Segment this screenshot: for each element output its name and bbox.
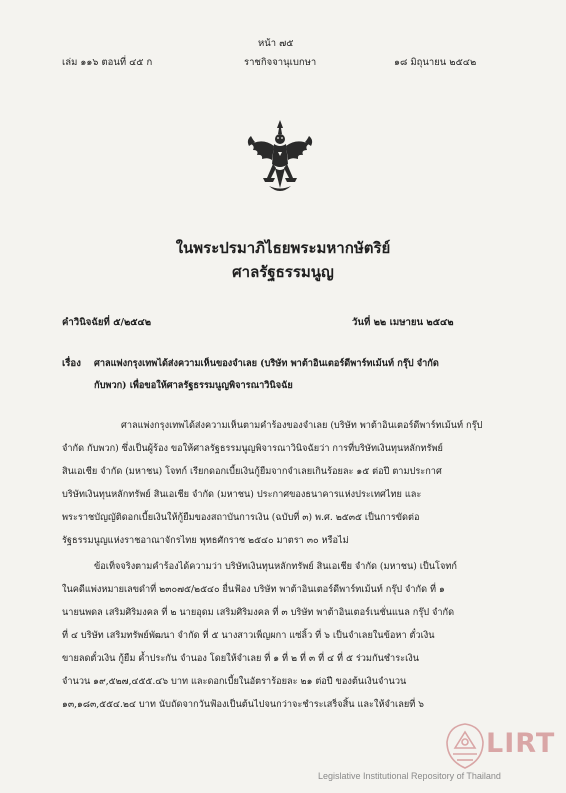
subject-line-2: กับพวก) เพื่อขอให้ศาลรัฐธรรมนูญพิจารณาวินิจฉัย [94,380,293,391]
paragraph-1-line: จำกัด กับพวก) ซึ่งเป็นผู้ร้อง ขอให้ศาลรัฐธรรมนูญพิจารณาวินิจฉัยว่า การที่บริษัทเงินทุนหลักทรัพย์ [62,443,443,454]
paragraph-2-line: ในคดีแพ่งหมายเลขดำที่ ๒๓๐๗๕/๒๕๔๐ ยื่นฟ้อง บริษัท พาต้าอินเตอร์ดีพาร์ทเม้นท์ กรุ๊ป จำกัด ที่ ๑ [62,584,445,595]
title-line-2: ศาลรัฐธรรมนูญ [232,263,334,281]
paragraph-2-line: ขายลดตั๋วเงิน กู้ยืม ค้ำประกัน จำนอง โดยให้จำเลย ที่ ๑ ที่ ๒ ที่ ๓ ที่ ๔ ที่ ๕ ร่วมกันชำระเงิน [62,653,419,664]
paragraph-1-line: ศาลแพ่งกรุงเทพได้ส่งความเห็นตามคำร้องของจำเลย (บริษัท พาต้าอินเตอร์ดีพาร์ทเม้นท์ กรุ๊ป [121,420,483,431]
paragraph-1-line: บริษัทเงินทุนหลักทรัพย์ สินเอเชีย จำกัด (มหาชน) ประกาศของธนาคารแห่งประเทศไทย และ [62,489,422,500]
gazette-date: ๑๘ มิถุนายน ๒๕๔๒ [394,57,477,68]
ruling-number: คำวินิจฉัยที่ ๕/๒๕๔๒ [62,317,152,328]
ruling-date: วันที่ ๒๒ เมษายน ๒๕๔๒ [352,317,454,328]
gazette-name: ราชกิจจานุเบกษา [244,57,317,68]
paragraph-2-line: ที่ ๔ บริษัท เสริมทรัพย์พัฒนา จำกัด ที่ ๕ นางสาวเพ็ญผกา แซ่ลิ้ว ที่ ๖ เป็นจำเลยในข้อหา ตั๋วเงิน [62,630,435,641]
subject-label: เรื่อง [62,358,81,369]
paragraph-2-line: ๑๓,๑๘๓,๕๕๔.๒๔ บาท นับถัดจากวันฟ้องเป็นต้นไปจนกว่าจะชำระเสร็จสิ้น และให้จำเลยที่ ๖ [62,699,425,710]
title-line-1: ในพระปรมาภิไธยพระมหากษัตริย์ [175,239,391,257]
lirt-subtitle: Legislative Institutional Repository of Thailand [318,771,501,781]
lirt-logo-text: LIRT [486,728,556,759]
paragraph-1-line: สินเอเชีย จำกัด (มหาชน) โจทก์ เรียกดอกเบี้ยเงินกู้ยืมจากจำเลยเกินร้อยละ ๑๕ ต่อปี ตามประกาศ [62,466,442,477]
paragraph-2-line: ข้อเท็จจริงตามคำร้องได้ความว่า บริษัทเงินทุนหลักทรัพย์ สินเอเชีย จำกัด (มหาชน) เป็นโจทก์ [94,561,457,572]
paragraph-2-line: จำนวน ๑๙,๕๒๗,๔๕๕.๔๖ บาท และดอกเบี้ยในอัตราร้อยละ ๒๑ ต่อปี ของต้นเงินจำนวน [62,676,407,687]
page-number: หน้า ๗๕ [258,38,294,49]
paragraph-1-line: พระราชบัญญัติดอกเบี้ยเงินให้กู้ยืมของสถาบันการเงิน (ฉบับที่ ๓) พ.ศ. ๒๕๓๕ เป็นการขัดต่อ [62,512,420,523]
volume-info: เล่ม ๑๑๖ ตอนที่ ๔๕ ก [62,57,153,68]
subject-line-1: ศาลแพ่งกรุงเทพได้ส่งความเห็นของจำเลย (บริษัท พาต้าอินเตอร์ดีพาร์ทเม้นท์ กรุ๊ป จำกัด [94,358,439,369]
garuda-emblem-icon [245,118,315,198]
paragraph-1-line: รัฐธรรมนูญแห่งราชอาณาจักรไทย พุทธศักราช ๒๕๔๐ มาตรา ๓๐ หรือไม่ [62,535,349,546]
paragraph-2-line: นายนพดล เสริมศิริมงคล ที่ ๒ นายอุดม เสริมศิริมงคล ที่ ๓ บริษัท พาต้าอินเตอร์เนชั่นแนล กรุ๊ป จำกัด [62,607,455,618]
parliament-seal-icon [443,720,487,772]
